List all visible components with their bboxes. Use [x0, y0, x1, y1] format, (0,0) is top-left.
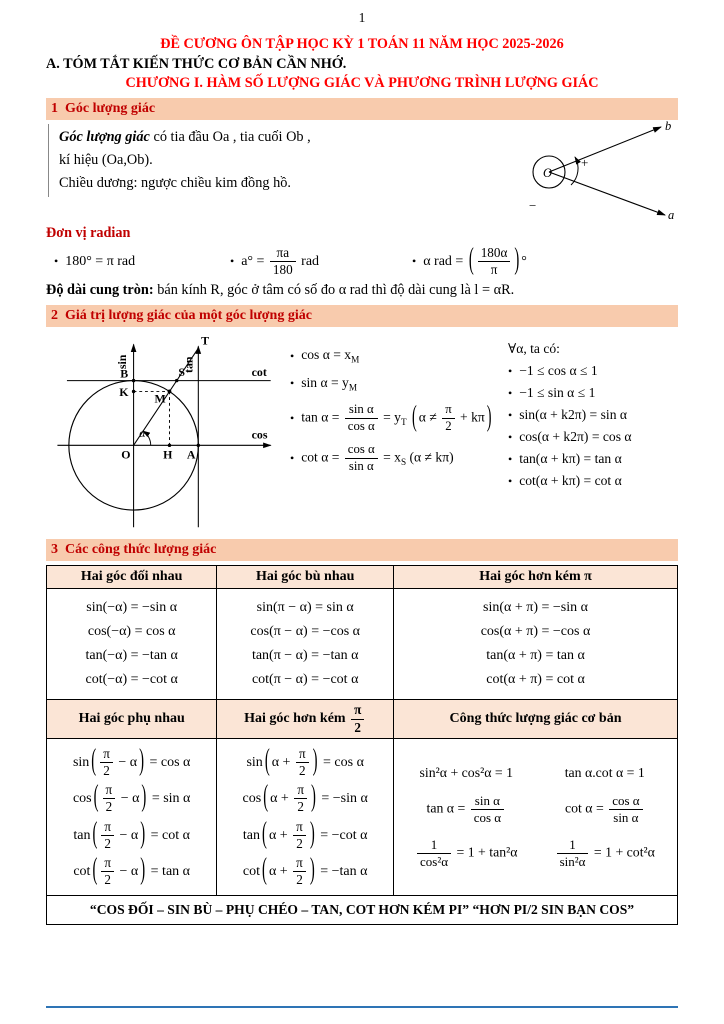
ray-ob: [549, 127, 661, 172]
formula: tan α = $\frac{\text{sin α}}{\text{cos α}}$: [427, 794, 507, 825]
formula-cot: cot α = $\frac{\text{cos α}}{\text{sin α}}$ = $x_S$ (α ≠ kπ): [301, 442, 454, 474]
formula: tan(α + π) = tan α: [486, 648, 585, 664]
intro-rest: có tia đầu Oa , tia cuối Ob ,: [149, 129, 311, 145]
formula-item: [508, 407, 678, 423]
section-a-heading: A. TÓM TẮT KIẾN THỨC CƠ BẢN CẦN NHỚ.: [46, 56, 347, 72]
table-header-row-2: [47, 700, 678, 738]
bullet-dot: •: [508, 473, 513, 488]
ray-oa: [549, 172, 665, 215]
formula-item: [508, 363, 678, 379]
bullet-dot: •: [230, 254, 235, 269]
section1-content: [46, 119, 678, 222]
bound-sin: −1 ≤ sin α ≤ 1: [519, 385, 596, 401]
point-b: [132, 379, 135, 382]
formula: cot(−α) = −cot α: [85, 672, 178, 688]
radian-formulas: [54, 246, 678, 277]
forall-header: ∀α, ta có:: [508, 341, 560, 357]
intro-line-1: [59, 126, 513, 149]
formula: cot ( $\frac{\pi}{2}$ − α ) = tan α: [73, 854, 190, 888]
formula-item: [290, 375, 508, 393]
mnemonic-quote: “COS ĐỐI – SIN BÙ – PHỤ CHÉO – TAN, COT HƠN KÉM PI” “HƠN PI/2 SIN BẠN COS”: [47, 896, 678, 925]
formula-cos: $\cos \alpha = x_M$: [301, 347, 360, 366]
table-body-row-2: [47, 738, 678, 896]
label-k: K: [119, 385, 129, 400]
formula-item: [290, 347, 508, 365]
formula: cot(π − α) = −cot α: [251, 672, 359, 688]
formula: tan(π − α) = −tan α: [251, 648, 359, 664]
period-cos: cos(α + k2π) = cos α: [519, 429, 632, 445]
bullet-dot: •: [290, 451, 295, 466]
section1-banner: 1 Góc lượng giác: [46, 98, 678, 120]
label-b: b: [665, 119, 672, 133]
col-header-hon-kem-pi-2: Hai góc hơn kém $\frac{\pi}{2}$: [217, 700, 394, 738]
bullet-dot: •: [508, 363, 513, 378]
label-t: T: [201, 333, 210, 348]
formula: tan ( $\frac{\pi}{2}$ − α ) = cot α: [73, 817, 190, 851]
table-body-row-1: [47, 589, 678, 700]
table-header-row-1: [47, 566, 678, 589]
formula: sin(π − α) = sin α: [256, 600, 354, 616]
cell-hon-kem-pi-2: [217, 738, 394, 896]
tan-line-label: tan: [181, 356, 196, 374]
period-tan: tan(α + kπ) = tan α: [519, 451, 622, 467]
point-m: [168, 390, 172, 394]
formula-tan: tan α = $\frac{\text{sin α}}{\text{cos α}}$ = $y_T$ ( α ≠ $\frac{\pi}{2}$ + kπ ): [301, 400, 492, 434]
bullet-dot: •: [54, 254, 59, 269]
intro-line-3: Chiều dương: ngược chiều kim đồng hồ.: [59, 174, 291, 191]
section2-content: [46, 331, 678, 533]
arc-length-text: bán kính R, góc ở tâm có số đo α rad thì độ dài cung là l = αR.: [153, 282, 515, 299]
alpha-label: α: [139, 426, 146, 441]
bound-cos: −1 ≤ cos α ≤ 1: [519, 363, 598, 379]
col-header-hon-kem-pi: Hai góc hơn kém π: [394, 566, 678, 589]
bullet-dot: •: [508, 429, 513, 444]
col-header-co-ban: Công thức lượng giác cơ bản: [394, 700, 678, 738]
formula-item: [412, 246, 527, 277]
label-o: O: [543, 166, 553, 180]
bullet-dot: •: [290, 410, 295, 425]
label-o: O: [121, 448, 131, 463]
unit-circle-diagram: [46, 331, 284, 533]
label-a: A: [186, 448, 196, 463]
plus-sign: +: [581, 155, 589, 170]
formula: cot ( α + $\frac{\pi}{2}$ ) = −tan α: [242, 854, 368, 888]
formula: cos(π − α) = −cos α: [250, 624, 360, 640]
chapter-heading: CHƯƠNG I. HÀM SỐ LƯỢNG GIÁC VÀ PHƯƠNG TRÌNH LƯỢNG GIÁC: [125, 75, 599, 91]
formula: tan ( α + $\frac{\pi}{2}$ ) = −cot α: [242, 817, 368, 851]
formula-item: [230, 246, 412, 277]
angle-diagram: [513, 120, 678, 222]
formula: tan α.cot α = 1: [564, 765, 645, 781]
footer-rule: [46, 1006, 678, 1008]
point-h: [168, 444, 171, 447]
point-s: [175, 379, 178, 382]
formula-deg-to-rad: a° = $\frac{\pi a}{180}$ rad: [241, 245, 320, 278]
formula-item: [508, 451, 678, 467]
cos-axis-label: cos: [251, 428, 268, 443]
formula: cot(α + π) = cot α: [486, 672, 585, 688]
formula: $\frac{1}{\text{sin²α}}$ = 1 + cot²α: [555, 838, 655, 869]
bullet-dot: •: [290, 376, 295, 391]
cot-line-label: cot: [251, 365, 267, 380]
point-a: [197, 444, 200, 447]
formula-item: [508, 473, 678, 489]
formula-item: [508, 385, 678, 401]
bullet-dot: •: [412, 254, 417, 269]
label-h: H: [163, 448, 173, 463]
point-k: [132, 390, 135, 393]
document-title: ĐỀ CƯƠNG ÔN TẬP HỌC KỲ 1 TOÁN 11 NĂM HỌC 2025-2026: [160, 36, 564, 52]
trig-identity-list: [508, 331, 678, 495]
trig-value-formulas: [284, 331, 508, 484]
formula-item: [290, 443, 508, 474]
trig-formula-table: [46, 565, 678, 925]
bullet-dot: •: [290, 348, 295, 363]
formula: sin ( $\frac{\pi}{2}$ − α ) = cos α: [72, 745, 191, 779]
intro-line-2: kí hiệu (Oa,Ob).: [59, 151, 153, 168]
cell-bu-nhau: [217, 589, 394, 700]
sin-axis-label: sin: [114, 355, 129, 370]
formula-rad-to-deg: α rad = ( $\frac{180\alpha}{\pi}$ ) °: [423, 244, 527, 278]
section1-intro: [48, 124, 513, 197]
label-b: B: [120, 367, 129, 382]
page-number: 1: [358, 10, 366, 25]
section3-banner: 3 Các công thức lượng giác: [46, 539, 678, 561]
bullet-dot: •: [508, 451, 513, 466]
cell-co-ban: [394, 738, 678, 896]
formula: sin(α + π) = −sin α: [483, 600, 588, 616]
arc-length-label: Độ dài cung tròn:: [46, 282, 154, 299]
arc-length-line: [46, 282, 678, 299]
bullet-dot: •: [508, 407, 513, 422]
formula-degree-to-pi: 180° = π rad: [65, 253, 136, 269]
label-s: S: [178, 365, 185, 380]
bullet-dot: •: [508, 385, 513, 400]
formula: tan(−α) = −tan α: [85, 648, 178, 664]
radian-heading: Đơn vị radian: [46, 225, 131, 241]
intro-lead: Góc lượng giác: [59, 129, 150, 145]
cell-phu-nhau: [47, 738, 217, 896]
cell-hon-kem-pi: [394, 589, 678, 700]
formula: $\frac{1}{\text{cos²α}}$ = 1 + tan²α: [415, 838, 517, 869]
cell-doi-nhau: [47, 589, 217, 700]
period-cot: cot(α + kπ) = cot α: [519, 473, 622, 489]
formula-item: [54, 254, 230, 270]
label-a: a: [668, 208, 675, 222]
basic-identities-grid: [396, 761, 675, 873]
minus-sign: −: [529, 198, 537, 213]
col-header-phu-nhau: Hai góc phụ nhau: [47, 700, 217, 738]
formula: sin ( α + $\frac{\pi}{2}$ ) = cos α: [246, 745, 364, 779]
formula-item: [508, 429, 678, 445]
formula: cos ( $\frac{\pi}{2}$ − α ) = sin α: [72, 781, 191, 815]
formula: sin(−α) = −sin α: [86, 600, 178, 616]
formula-sin: $\sin \alpha = y_M$: [301, 375, 358, 393]
col-header-bu-nhau: Hai góc bù nhau: [217, 566, 394, 589]
formula: cot α = $\frac{\text{cos α}}{\text{sin α}}$: [565, 794, 645, 825]
label-m: M: [154, 391, 166, 406]
col-header-doi-nhau: Hai góc đối nhau: [47, 566, 217, 589]
formula: cos(α + π) = −cos α: [480, 624, 591, 640]
table-footer-row: [47, 896, 678, 925]
formula: cos ( α + $\frac{\pi}{2}$ ) = −sin α: [242, 781, 368, 815]
formula: sin²α + cos²α = 1: [419, 765, 514, 781]
formula: cos(−α) = cos α: [87, 624, 176, 640]
period-sin: sin(α + k2π) = sin α: [519, 407, 628, 423]
formula-item: [290, 400, 508, 434]
section2-banner: 2 Giá trị lượng giác của một góc lượng giác: [46, 305, 678, 327]
